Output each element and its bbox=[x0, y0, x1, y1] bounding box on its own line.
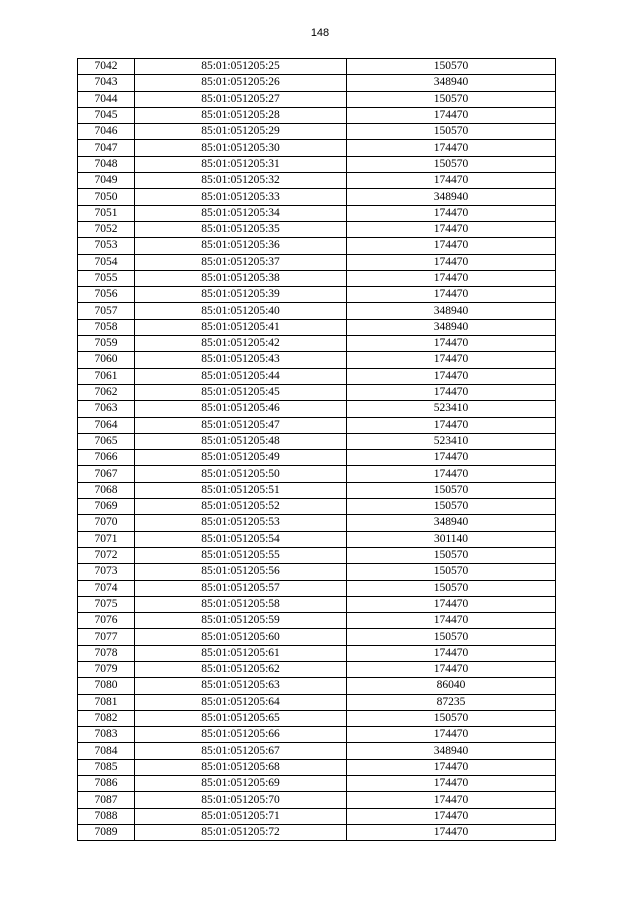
table-row bbox=[78, 238, 556, 254]
row-number-cell: 7047 bbox=[78, 140, 135, 156]
value-cell: 174470 bbox=[347, 759, 556, 775]
value-cell: 174470 bbox=[347, 727, 556, 743]
row-number-cell: 7053 bbox=[78, 238, 135, 254]
value-cell: 174470 bbox=[347, 205, 556, 221]
cadastral-number-cell: 85:01:051205:47 bbox=[135, 417, 347, 433]
cadastral-number-cell: 85:01:051205:45 bbox=[135, 384, 347, 400]
value-cell: 174470 bbox=[347, 368, 556, 384]
row-number-cell: 7067 bbox=[78, 466, 135, 482]
cadastral-number-cell: 85:01:051205:42 bbox=[135, 336, 347, 352]
cadastral-number-cell: 85:01:051205:46 bbox=[135, 401, 347, 417]
row-number-cell: 7087 bbox=[78, 792, 135, 808]
cadastral-number-cell: 85:01:051205:37 bbox=[135, 254, 347, 270]
value-cell: 174470 bbox=[347, 254, 556, 270]
row-number-cell: 7054 bbox=[78, 254, 135, 270]
table-row bbox=[78, 792, 556, 808]
value-cell: 174470 bbox=[347, 596, 556, 612]
cadastral-number-cell: 85:01:051205:50 bbox=[135, 466, 347, 482]
table-row bbox=[78, 384, 556, 400]
value-cell: 523410 bbox=[347, 401, 556, 417]
cadastral-number-cell: 85:01:051205:66 bbox=[135, 727, 347, 743]
table-row bbox=[78, 661, 556, 677]
cadastral-number-cell: 85:01:051205:55 bbox=[135, 547, 347, 563]
row-number-cell: 7075 bbox=[78, 596, 135, 612]
cadastral-number-cell: 85:01:051205:36 bbox=[135, 238, 347, 254]
value-cell: 174470 bbox=[347, 450, 556, 466]
value-cell: 174470 bbox=[347, 238, 556, 254]
cadastral-number-cell: 85:01:051205:64 bbox=[135, 694, 347, 710]
row-number-cell: 7062 bbox=[78, 384, 135, 400]
cadastral-number-cell: 85:01:051205:68 bbox=[135, 759, 347, 775]
row-number-cell: 7088 bbox=[78, 808, 135, 824]
cadastral-number-cell: 85:01:051205:30 bbox=[135, 140, 347, 156]
row-number-cell: 7072 bbox=[78, 547, 135, 563]
table-row bbox=[78, 107, 556, 123]
cadastral-number-cell: 85:01:051205:71 bbox=[135, 808, 347, 824]
row-number-cell: 7050 bbox=[78, 189, 135, 205]
table-row bbox=[78, 417, 556, 433]
row-number-cell: 7084 bbox=[78, 743, 135, 759]
cadastral-number-cell: 85:01:051205:61 bbox=[135, 645, 347, 661]
value-cell: 174470 bbox=[347, 466, 556, 482]
table-row bbox=[78, 580, 556, 596]
cadastral-number-cell: 85:01:051205:51 bbox=[135, 482, 347, 498]
value-cell: 174470 bbox=[347, 336, 556, 352]
row-number-cell: 7064 bbox=[78, 417, 135, 433]
row-number-cell: 7069 bbox=[78, 499, 135, 515]
value-cell: 174470 bbox=[347, 792, 556, 808]
row-number-cell: 7063 bbox=[78, 401, 135, 417]
row-number-cell: 7059 bbox=[78, 336, 135, 352]
table-row bbox=[78, 91, 556, 107]
cadastral-number-cell: 85:01:051205:33 bbox=[135, 189, 347, 205]
cadastral-number-cell: 85:01:051205:53 bbox=[135, 515, 347, 531]
row-number-cell: 7071 bbox=[78, 531, 135, 547]
row-number-cell: 7055 bbox=[78, 270, 135, 286]
page-number: 148 bbox=[310, 27, 330, 39]
row-number-cell: 7068 bbox=[78, 482, 135, 498]
cadastral-number-cell: 85:01:051205:26 bbox=[135, 75, 347, 91]
row-number-cell: 7057 bbox=[78, 303, 135, 319]
cadastral-number-cell: 85:01:051205:56 bbox=[135, 564, 347, 580]
table-row bbox=[78, 531, 556, 547]
value-cell: 174470 bbox=[347, 384, 556, 400]
row-number-cell: 7052 bbox=[78, 221, 135, 237]
value-cell: 174470 bbox=[347, 661, 556, 677]
table-row bbox=[78, 189, 556, 205]
value-cell: 174470 bbox=[347, 808, 556, 824]
value-cell: 150570 bbox=[347, 580, 556, 596]
value-cell: 348940 bbox=[347, 515, 556, 531]
value-cell: 174470 bbox=[347, 287, 556, 303]
value-cell: 150570 bbox=[347, 547, 556, 563]
table-row bbox=[78, 613, 556, 629]
row-number-cell: 7042 bbox=[78, 59, 135, 75]
row-number-cell: 7074 bbox=[78, 580, 135, 596]
row-number-cell: 7045 bbox=[78, 107, 135, 123]
table-row bbox=[78, 319, 556, 335]
value-cell: 301140 bbox=[347, 531, 556, 547]
cadastral-number-cell: 85:01:051205:27 bbox=[135, 91, 347, 107]
table-row bbox=[78, 824, 556, 840]
row-number-cell: 7077 bbox=[78, 629, 135, 645]
table-row bbox=[78, 596, 556, 612]
cadastral-number-cell: 85:01:051205:54 bbox=[135, 531, 347, 547]
table-row bbox=[78, 482, 556, 498]
table-row bbox=[78, 743, 556, 759]
table-body bbox=[78, 59, 556, 841]
table-row bbox=[78, 336, 556, 352]
value-cell: 86040 bbox=[347, 678, 556, 694]
cadastral-number-cell: 85:01:051205:49 bbox=[135, 450, 347, 466]
table-row bbox=[78, 156, 556, 172]
cadastral-number-cell: 85:01:051205:62 bbox=[135, 661, 347, 677]
cadastral-number-cell: 85:01:051205:70 bbox=[135, 792, 347, 808]
row-number-cell: 7046 bbox=[78, 124, 135, 140]
row-number-cell: 7044 bbox=[78, 91, 135, 107]
table-row bbox=[78, 287, 556, 303]
row-number-cell: 7065 bbox=[78, 433, 135, 449]
table-row bbox=[78, 710, 556, 726]
row-number-cell: 7083 bbox=[78, 727, 135, 743]
cadastral-number-cell: 85:01:051205:58 bbox=[135, 596, 347, 612]
row-number-cell: 7078 bbox=[78, 645, 135, 661]
value-cell: 174470 bbox=[347, 107, 556, 123]
value-cell: 174470 bbox=[347, 221, 556, 237]
table-row bbox=[78, 629, 556, 645]
row-number-cell: 7060 bbox=[78, 352, 135, 368]
row-number-cell: 7061 bbox=[78, 368, 135, 384]
value-cell: 348940 bbox=[347, 189, 556, 205]
value-cell: 150570 bbox=[347, 91, 556, 107]
value-cell: 174470 bbox=[347, 173, 556, 189]
value-cell: 150570 bbox=[347, 156, 556, 172]
cadastral-number-cell: 85:01:051205:44 bbox=[135, 368, 347, 384]
table-row bbox=[78, 352, 556, 368]
cadastral-number-cell: 85:01:051205:60 bbox=[135, 629, 347, 645]
cadastral-number-cell: 85:01:051205:41 bbox=[135, 319, 347, 335]
value-cell: 174470 bbox=[347, 824, 556, 840]
row-number-cell: 7070 bbox=[78, 515, 135, 531]
cadastral-number-cell: 85:01:051205:38 bbox=[135, 270, 347, 286]
table-row bbox=[78, 205, 556, 221]
value-cell: 150570 bbox=[347, 499, 556, 515]
cadastral-table bbox=[77, 58, 556, 841]
table-row bbox=[78, 270, 556, 286]
value-cell: 150570 bbox=[347, 710, 556, 726]
table-row bbox=[78, 547, 556, 563]
value-cell: 87235 bbox=[347, 694, 556, 710]
cadastral-number-cell: 85:01:051205:34 bbox=[135, 205, 347, 221]
cadastral-number-cell: 85:01:051205:59 bbox=[135, 613, 347, 629]
table-row bbox=[78, 433, 556, 449]
cadastral-number-cell: 85:01:051205:31 bbox=[135, 156, 347, 172]
row-number-cell: 7051 bbox=[78, 205, 135, 221]
cadastral-number-cell: 85:01:051205:43 bbox=[135, 352, 347, 368]
table-row bbox=[78, 173, 556, 189]
table-row bbox=[78, 515, 556, 531]
table-row bbox=[78, 140, 556, 156]
table-row bbox=[78, 694, 556, 710]
table-row bbox=[78, 499, 556, 515]
value-cell: 174470 bbox=[347, 645, 556, 661]
cadastral-number-cell: 85:01:051205:57 bbox=[135, 580, 347, 596]
value-cell: 174470 bbox=[347, 776, 556, 792]
value-cell: 174470 bbox=[347, 613, 556, 629]
value-cell: 150570 bbox=[347, 564, 556, 580]
row-number-cell: 7048 bbox=[78, 156, 135, 172]
value-cell: 174470 bbox=[347, 270, 556, 286]
table-row bbox=[78, 759, 556, 775]
table-row bbox=[78, 303, 556, 319]
row-number-cell: 7079 bbox=[78, 661, 135, 677]
table-row bbox=[78, 727, 556, 743]
table-row bbox=[78, 776, 556, 792]
table-row bbox=[78, 564, 556, 580]
value-cell: 348940 bbox=[347, 303, 556, 319]
value-cell: 174470 bbox=[347, 140, 556, 156]
cadastral-number-cell: 85:01:051205:67 bbox=[135, 743, 347, 759]
table-row bbox=[78, 59, 556, 75]
value-cell: 348940 bbox=[347, 319, 556, 335]
row-number-cell: 7066 bbox=[78, 450, 135, 466]
cadastral-number-cell: 85:01:051205:35 bbox=[135, 221, 347, 237]
table-row bbox=[78, 645, 556, 661]
table-row bbox=[78, 401, 556, 417]
table-row bbox=[78, 808, 556, 824]
cadastral-number-cell: 85:01:051205:63 bbox=[135, 678, 347, 694]
table-row bbox=[78, 466, 556, 482]
row-number-cell: 7086 bbox=[78, 776, 135, 792]
cadastral-number-cell: 85:01:051205:39 bbox=[135, 287, 347, 303]
row-number-cell: 7049 bbox=[78, 173, 135, 189]
row-number-cell: 7085 bbox=[78, 759, 135, 775]
value-cell: 150570 bbox=[347, 629, 556, 645]
table-row bbox=[78, 678, 556, 694]
table-row bbox=[78, 368, 556, 384]
row-number-cell: 7076 bbox=[78, 613, 135, 629]
cadastral-number-cell: 85:01:051205:32 bbox=[135, 173, 347, 189]
row-number-cell: 7082 bbox=[78, 710, 135, 726]
table-row bbox=[78, 450, 556, 466]
cadastral-number-cell: 85:01:051205:25 bbox=[135, 59, 347, 75]
table-row bbox=[78, 75, 556, 91]
cadastral-number-cell: 85:01:051205:65 bbox=[135, 710, 347, 726]
row-number-cell: 7081 bbox=[78, 694, 135, 710]
cadastral-number-cell: 85:01:051205:40 bbox=[135, 303, 347, 319]
cadastral-number-cell: 85:01:051205:48 bbox=[135, 433, 347, 449]
row-number-cell: 7058 bbox=[78, 319, 135, 335]
cadastral-number-cell: 85:01:051205:28 bbox=[135, 107, 347, 123]
cadastral-number-cell: 85:01:051205:29 bbox=[135, 124, 347, 140]
value-cell: 150570 bbox=[347, 124, 556, 140]
value-cell: 150570 bbox=[347, 482, 556, 498]
row-number-cell: 7089 bbox=[78, 824, 135, 840]
row-number-cell: 7056 bbox=[78, 287, 135, 303]
row-number-cell: 7043 bbox=[78, 75, 135, 91]
cadastral-number-cell: 85:01:051205:72 bbox=[135, 824, 347, 840]
row-number-cell: 7073 bbox=[78, 564, 135, 580]
value-cell: 174470 bbox=[347, 352, 556, 368]
table-row bbox=[78, 221, 556, 237]
cadastral-number-cell: 85:01:051205:52 bbox=[135, 499, 347, 515]
value-cell: 348940 bbox=[347, 743, 556, 759]
table-row bbox=[78, 124, 556, 140]
table-row bbox=[78, 254, 556, 270]
value-cell: 150570 bbox=[347, 59, 556, 75]
row-number-cell: 7080 bbox=[78, 678, 135, 694]
cadastral-number-cell: 85:01:051205:69 bbox=[135, 776, 347, 792]
value-cell: 348940 bbox=[347, 75, 556, 91]
value-cell: 523410 bbox=[347, 433, 556, 449]
value-cell: 174470 bbox=[347, 417, 556, 433]
